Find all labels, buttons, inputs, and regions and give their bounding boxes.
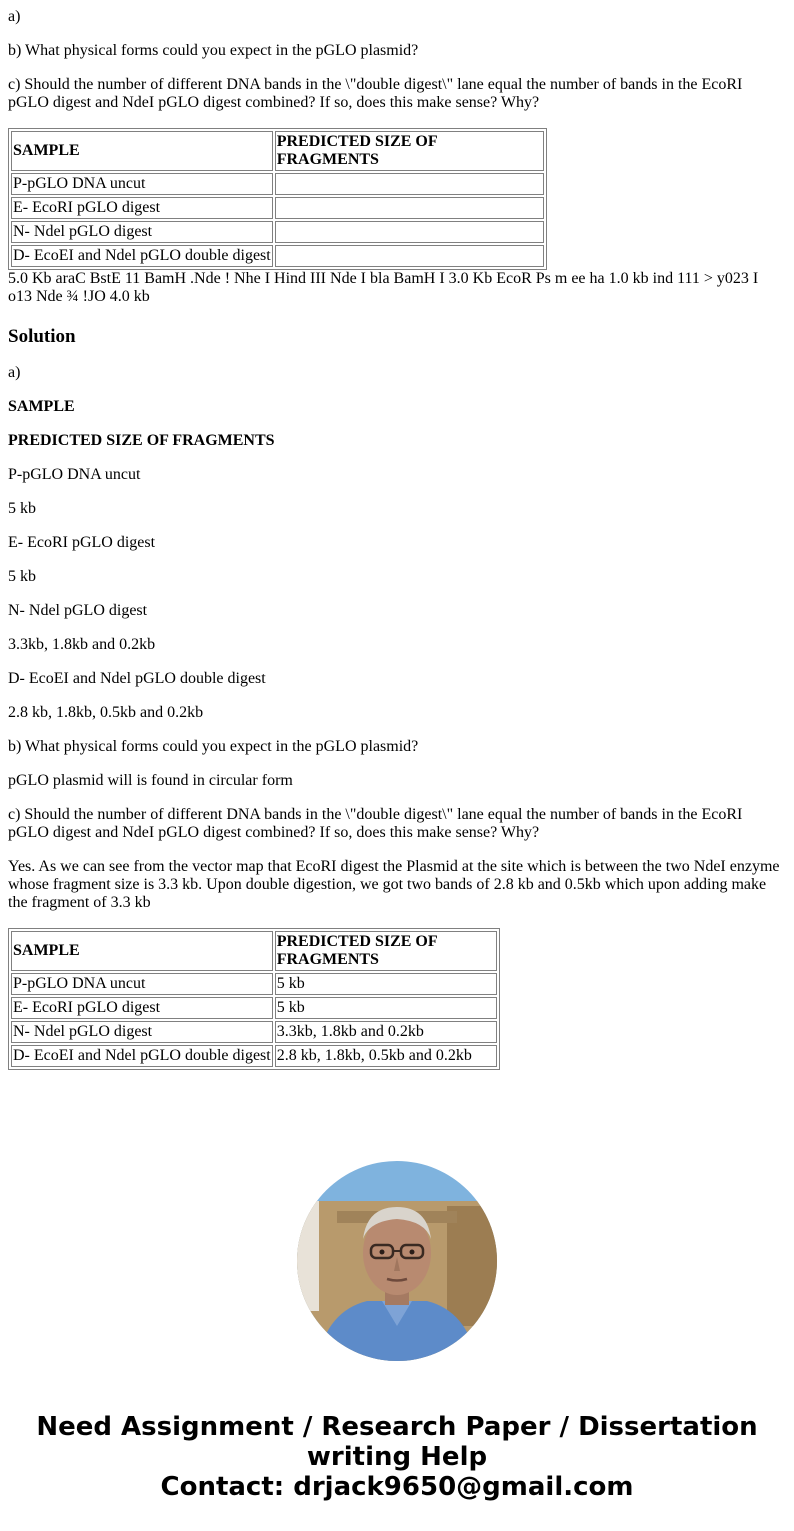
table-cell: 5 kb <box>275 973 497 995</box>
table-cell: E- EcoRI pGLO digest <box>11 997 273 1019</box>
table-cell: D- EcoEI and Ndel pGLO double digest <box>11 1045 273 1067</box>
avatar-eye-right <box>410 1250 415 1255</box>
solution-b-answer: pGLO plasmid will is found in circular form <box>8 772 293 789</box>
solution-size-value: 5 kb <box>8 568 36 585</box>
solution-heading: Solution <box>8 326 76 347</box>
table-header-row <box>11 931 497 971</box>
author-portrait-image <box>297 1161 497 1361</box>
promo-banner <box>0 1412 794 1502</box>
table-cell-empty <box>275 221 544 243</box>
solution-b-question: b) What physical forms could you expect in the pGLO plasmid? <box>8 738 419 755</box>
table-cell: N- Ndel pGLO digest <box>11 1021 273 1043</box>
plasmid-map-text: 5.0 Kb araC BstE 11 BamH .Nde ! Nhe I Hind III Nde I bla BamH I 3.0 Kb EcoR Ps m ee ha 1.0 kb ind 111 > y023 I o13 Nde ¾ !JO 4.0 kb <box>8 270 759 305</box>
table-cell: N- Ndel pGLO digest <box>11 221 273 243</box>
table-row <box>11 245 544 267</box>
table-header-row <box>11 131 544 171</box>
solution-sample-heading: SAMPLE <box>8 398 75 415</box>
table-row <box>11 221 544 243</box>
table-header-cell: PREDICTED SIZE OF FRAGMENTS <box>275 931 497 971</box>
table-header-cell: PREDICTED SIZE OF FRAGMENTS <box>275 131 544 171</box>
solution-a-label: a) <box>8 364 21 381</box>
table-row <box>11 973 497 995</box>
question-c-text: c) Should the number of different DNA bands in the \"double digest\" lane equal the number of bands in the EcoRI pGLO digest and NdeI pGLO digest combined? If so, does this make sense? Why? <box>8 76 743 111</box>
solution-sample-label: E- EcoRI pGLO digest <box>8 534 156 551</box>
author-avatar <box>297 1161 497 1361</box>
table-header-cell: SAMPLE <box>11 931 273 971</box>
solution-sample-label: D- EcoEI and Ndel pGLO double digest <box>8 670 266 687</box>
solution-size-value: 2.8 kb, 1.8kb, 0.5kb and 0.2kb <box>8 704 204 721</box>
table-cell: 3.3kb, 1.8kb and 0.2kb <box>275 1021 497 1043</box>
solution-sample-label: P-pGLO DNA uncut <box>8 466 141 483</box>
solution-size-heading: PREDICTED SIZE OF FRAGMENTS <box>8 432 275 449</box>
question-a-label: a) <box>8 8 21 25</box>
question-b-text: b) What physical forms could you expect in the pGLO plasmid? <box>8 42 419 59</box>
table-row <box>11 1021 497 1043</box>
avatar-carved-panel <box>447 1206 497 1326</box>
table-cell-empty <box>275 173 544 195</box>
question-table <box>8 128 547 270</box>
table-header-cell: SAMPLE <box>11 131 273 171</box>
promo-line-1: Need Assignment / Research Paper / Dissertation <box>36 1412 758 1442</box>
table-cell: 2.8 kb, 1.8kb, 0.5kb and 0.2kb <box>275 1045 497 1067</box>
table-row <box>11 173 544 195</box>
table-cell-empty <box>275 197 544 219</box>
avatar-eye-left <box>380 1250 385 1255</box>
table-cell: P-pGLO DNA uncut <box>11 973 273 995</box>
table-cell: 5 kb <box>275 997 497 1019</box>
table-cell: D- EcoEI and Ndel pGLO double digest <box>11 245 273 267</box>
solution-size-value: 3.3kb, 1.8kb and 0.2kb <box>8 636 156 653</box>
table-row <box>11 197 544 219</box>
solution-c-answer: Yes. As we can see from the vector map that EcoRI digest the Plasmid at the site which is between the two NdeI enzyme whose fragment size is 3.3 kb. Upon double digestion, we got two bands of 2.8 kb and 0.5kb which upon adding make the fragment of 3.3 kb <box>8 858 780 911</box>
solution-size-value: 5 kb <box>8 500 36 517</box>
table-cell: E- EcoRI pGLO digest <box>11 197 273 219</box>
promo-contact: Contact: drjack9650@gmail.com <box>160 1472 634 1502</box>
avatar-door-frame <box>297 1201 319 1311</box>
table-cell-empty <box>275 245 544 267</box>
solution-table <box>8 928 500 1070</box>
table-row <box>11 997 497 1019</box>
document-body <box>0 8 794 1070</box>
table-cell: P-pGLO DNA uncut <box>11 173 273 195</box>
solution-c-question: c) Should the number of different DNA bands in the \"double digest\" lane equal the number of bands in the EcoRI pGLO digest and NdeI pGLO digest combined? If so, does this make sense? Why? <box>8 806 743 841</box>
solution-sample-label: N- Ndel pGLO digest <box>8 602 148 619</box>
table-row <box>11 1045 497 1067</box>
promo-line-2: writing Help <box>306 1442 488 1472</box>
